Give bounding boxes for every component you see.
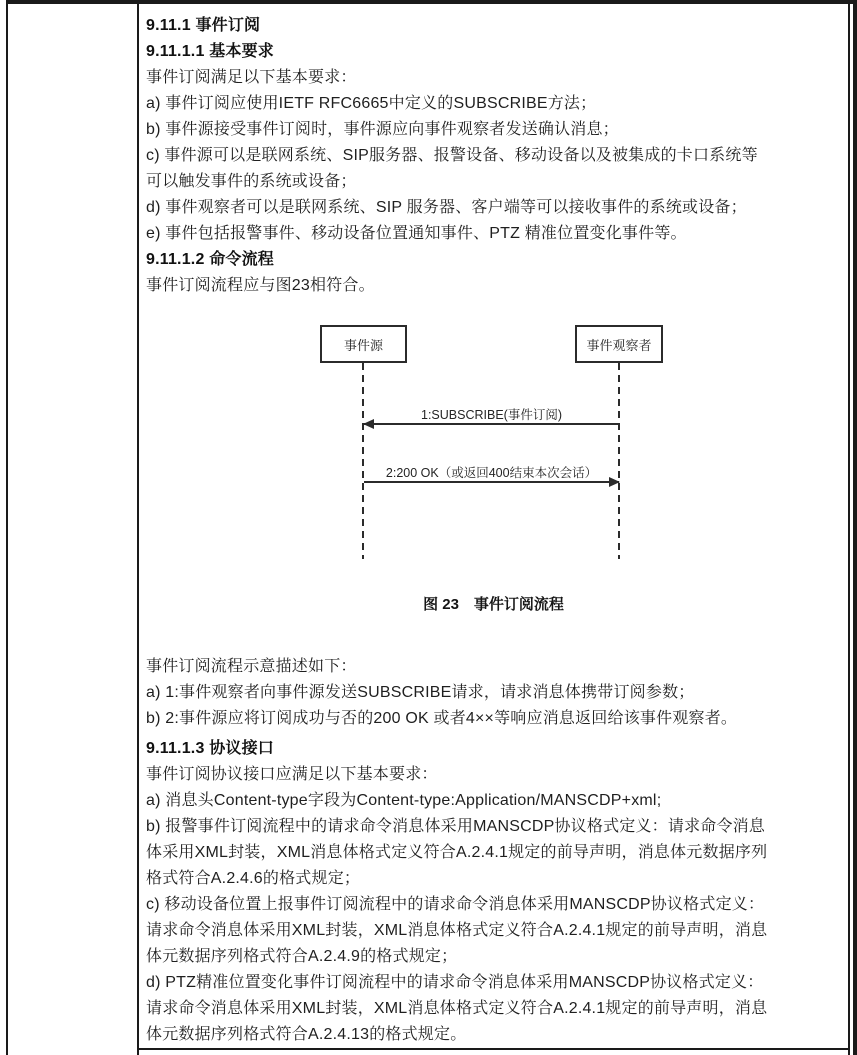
actor-label-event-observer: 事件观察者 [586, 337, 652, 353]
list-item-d: d) PTZ精准位置变化事件订阅流程中的请求命令消息体采用MANSCDP协议格式定义： [146, 974, 764, 991]
lifeline-event-source [362, 363, 364, 559]
list-item-c: c) 移动设备位置上报事件订阅流程中的请求命令消息体采用MANSCDP协议格式定义： [146, 896, 765, 913]
text-line: 事件订阅流程示意描述如下： [146, 658, 357, 675]
actor-box-event-source [320, 325, 407, 363]
response-arrow-right-icon [364, 481, 619, 483]
heading-9-11-1-1: 9.11.1.1 基本要求 [146, 43, 274, 60]
table-border-right-inner [848, 0, 850, 1055]
list-item-d-wrap: 请求命令消息体采用XML封装，XML消息体格式定义符合A.2.4.1规定的前导声明，消息 [146, 1000, 768, 1017]
message-200ok-label: 2:200 OK（或返回400结束本次会话） [385, 466, 598, 480]
subscribe-arrow-left-icon [364, 423, 619, 425]
message-subscribe-label: 1:SUBSCRIBE(事件订阅) [421, 408, 562, 422]
list-item-d-wrap: 体元数据序列格式符合A.2.4.13的格式规定。 [146, 1026, 467, 1043]
figure-caption: 图 23 事件订阅流程 [423, 596, 564, 613]
list-item-a: a) 消息头Content-type字段为Content-type:Application/MANSCDP+xml; [146, 792, 662, 809]
list-item-b-wrap: 体采用XML封装，XML消息体格式定义符合A.2.4.1规定的前导声明，消息体元数据序列 [146, 844, 768, 861]
heading-9-11-1-3: 9.11.1.3 协议接口 [146, 740, 274, 757]
list-item-c: c) 事件源可以是联网系统、SIP服务器、报警设备、移动设备以及被集成的卡口系统等 [146, 147, 758, 164]
list-item-c-wrap: 请求命令消息体采用XML封装，XML消息体格式定义符合A.2.4.1规定的前导声明，消息 [146, 922, 768, 939]
list-item-b: b) 2:事件源应将订阅成功与否的200 OK 或者4××等响应消息返回给该事件观察者。 [146, 710, 738, 727]
section-9-11-1 [146, 13, 848, 299]
list-item-b: b) 报警事件订阅流程中的请求命令消息体采用MANSCDP协议格式定义：请求命令消息 [146, 818, 766, 835]
actor-label-event-source: 事件源 [343, 337, 383, 353]
text-line: 事件订阅流程应与图23相符合。 [146, 277, 375, 294]
list-item-b: b) 事件源接受事件订阅时，事件源应向事件观察者发送确认消息； [146, 121, 619, 138]
heading-9-11-1-2: 9.11.1.2 命令流程 [146, 251, 274, 268]
section-9-11-1-3 [146, 654, 848, 1048]
table-border-right-outer [853, 0, 857, 1055]
list-item-b-wrap: 格式符合A.2.4.6的格式规定； [146, 870, 361, 887]
list-item-d: d) 事件观察者可以是联网系统、SIP 服务器、客户端等可以接收事件的系统或设备； [146, 199, 747, 216]
table-row-divider-bottom [139, 1048, 848, 1050]
text-line: 事件订阅满足以下基本要求： [146, 69, 357, 86]
table-cell-left-empty [8, 4, 137, 1055]
list-item-c-wrap: 体元数据序列格式符合A.2.4.9的格式规定； [146, 948, 458, 965]
lifeline-event-observer [618, 363, 620, 559]
actor-box-event-observer [575, 325, 663, 363]
heading-9-11-1: 9.11.1 事件订阅 [146, 17, 261, 34]
list-item-a: a) 1:事件观察者向事件源发送SUBSCRIBE请求，请求消息体携带订阅参数； [146, 684, 695, 701]
list-item-e: e) 事件包括报警事件、移动设备位置通知事件、PTZ 精准位置变化事件等。 [146, 225, 687, 242]
text-line: 事件订阅协议接口应满足以下基本要求： [146, 766, 438, 783]
sequence-diagram [139, 324, 848, 558]
list-item-a: a) 事件订阅应使用IETF RFC6665中定义的SUBSCRIBE方法； [146, 95, 597, 112]
list-item-c-wrap: 可以触发事件的系统或设备； [146, 173, 357, 190]
